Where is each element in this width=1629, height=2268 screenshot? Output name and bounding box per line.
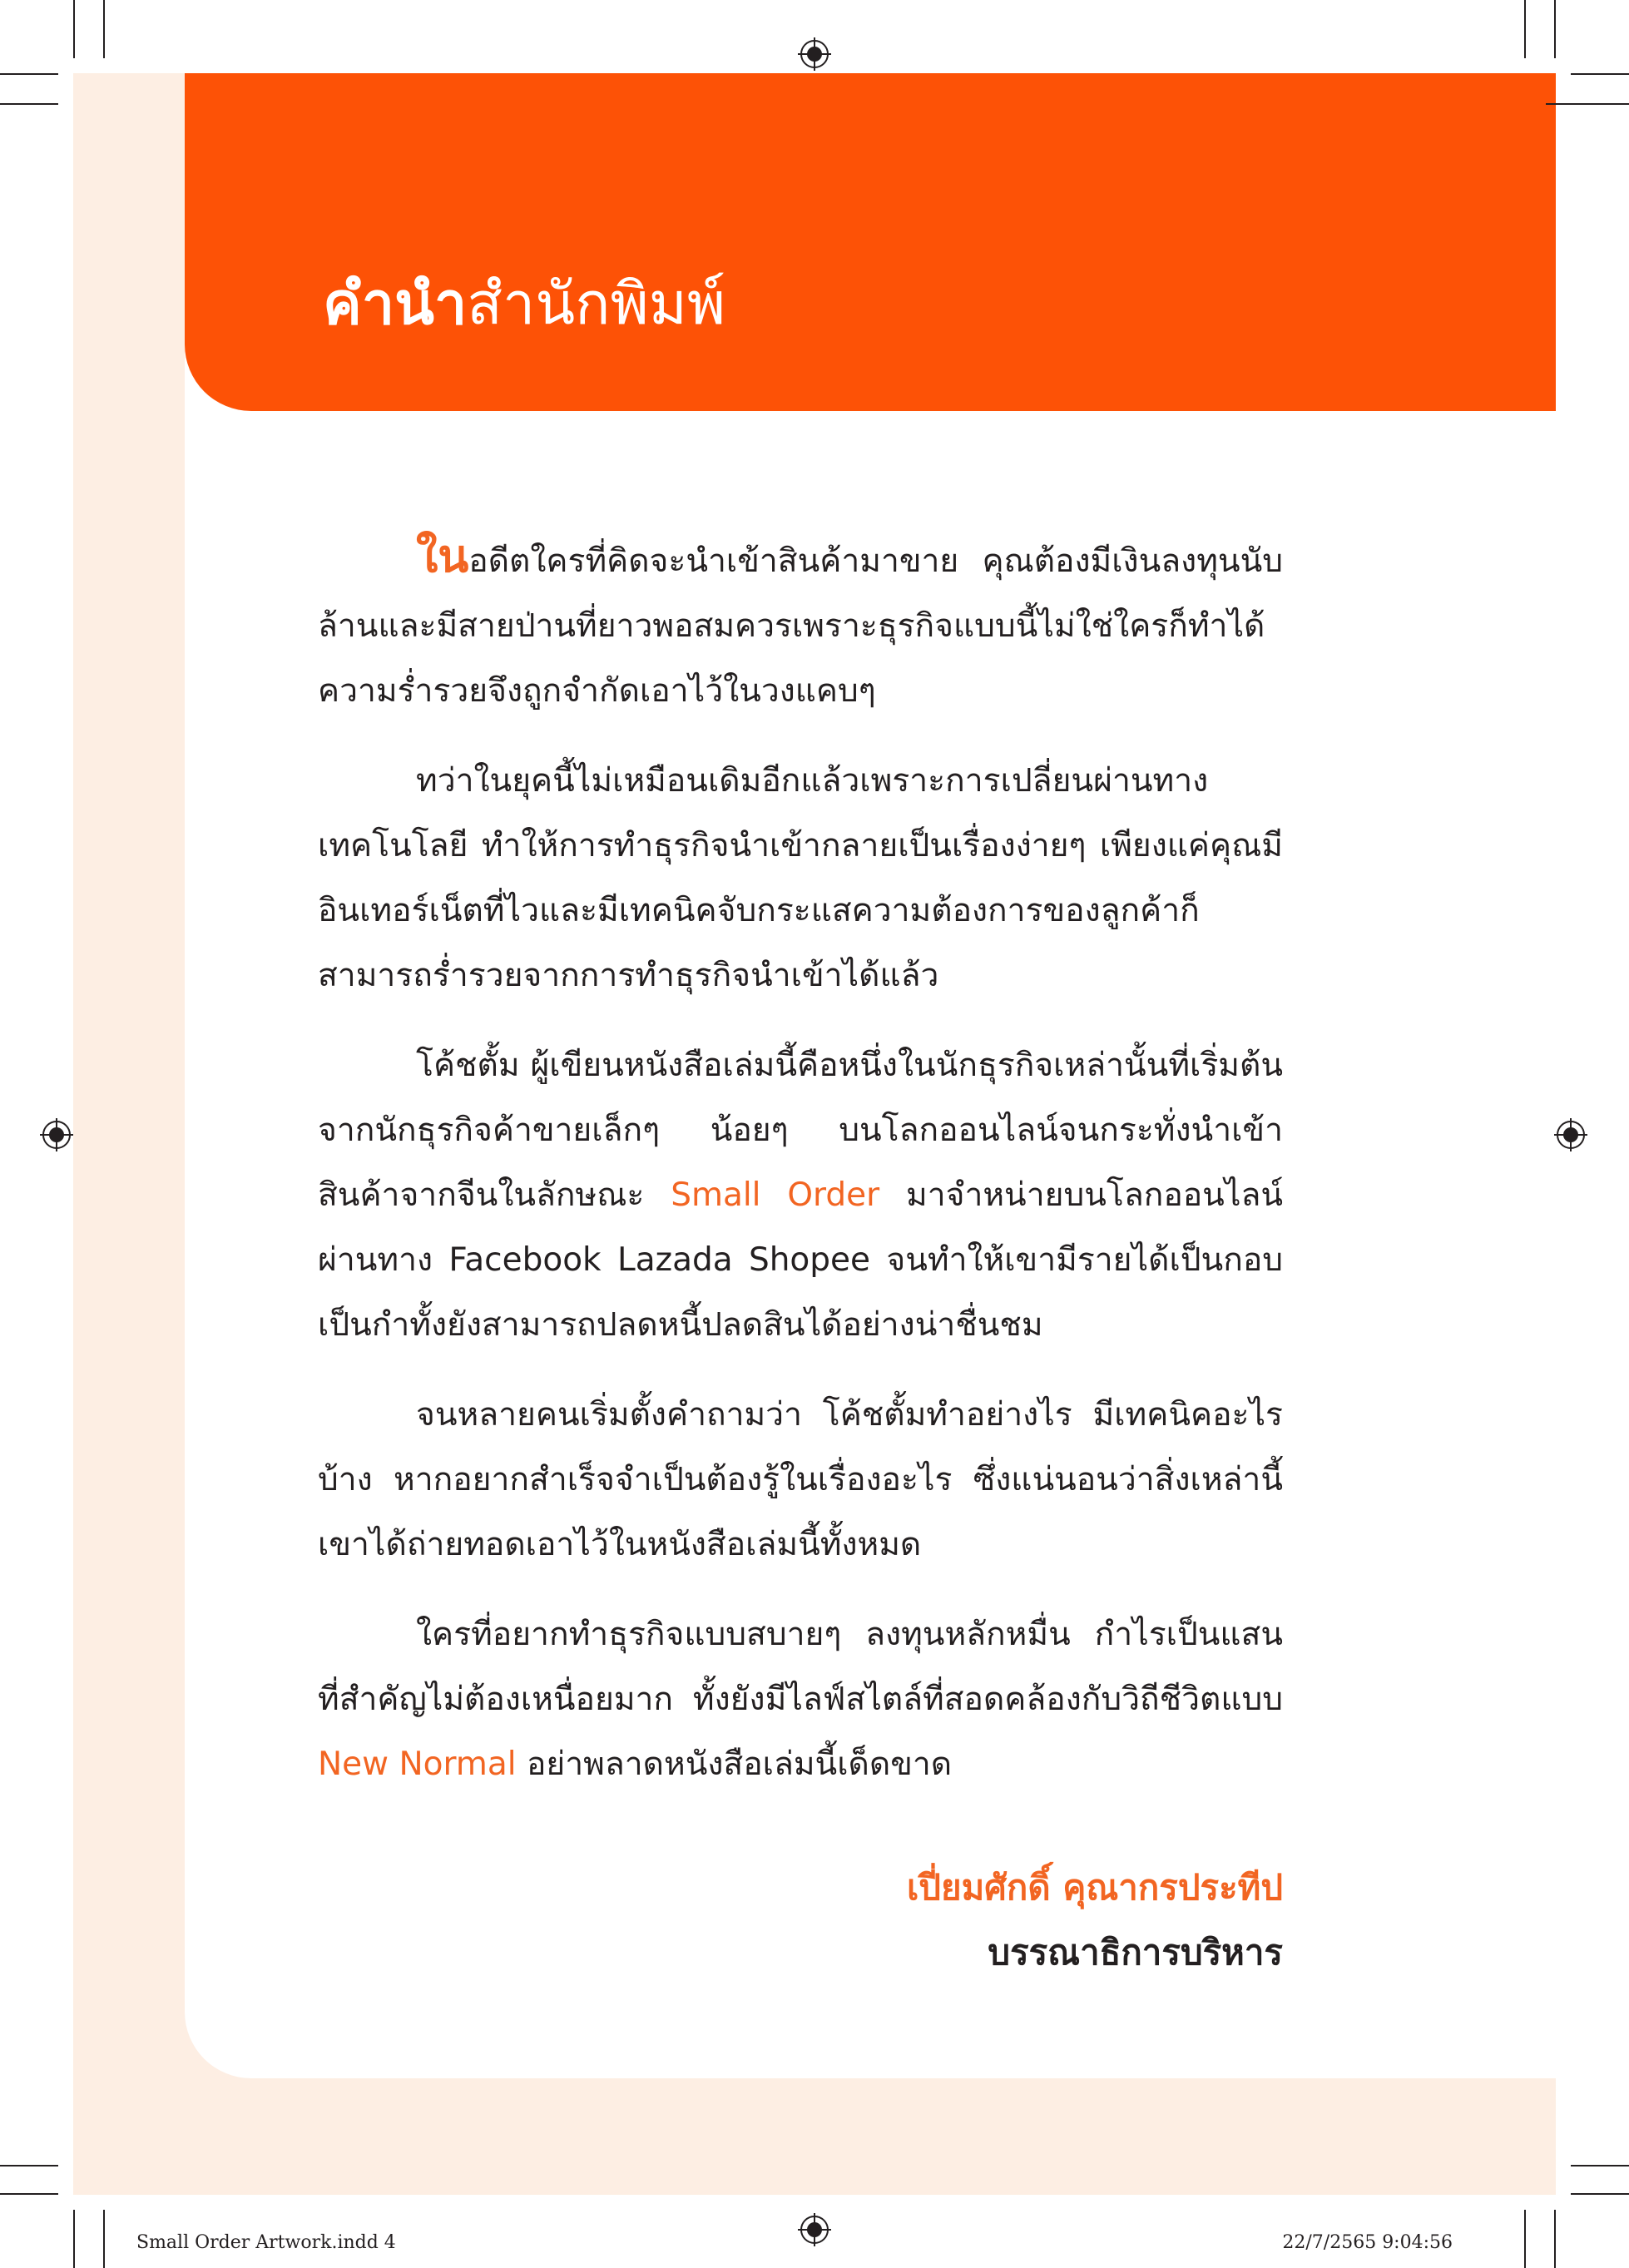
registration-mark-left-icon bbox=[40, 1118, 73, 1151]
signature-role: บรรณาธิการบริหาร bbox=[988, 1932, 1283, 1973]
paragraph-4 bbox=[318, 1383, 1283, 1577]
registration-mark-bottom-icon bbox=[798, 2213, 831, 2246]
paragraph-3-text-a: โค้ชตั้ม ผู้เขียนหนังสือเล่มนี้คือหนึ่งในนักธุรกิจเหล่านั้นที่เริ่มต้นจากนักธุรกิจค้าขายเล็กๆ น้อยๆ บนโลกออนไลน์จนกระทั่งนำเข้าสินค้าจากจีนในลักษณะ bbox=[318, 1047, 1283, 1214]
crop-mark bbox=[1554, 0, 1556, 58]
paragraph-2-text: ทว่าในยุคนี้ไม่เหมือนเดิมอีกแล้วเพราะการเปลี่ยนผ่านทางเทคโนโลยี ทำให้การทำธุรกิจนำเข้ากลายเป็นเรื่องง่ายๆ เพียงแค่คุณมีอินเทอร์เน็ตที่ไวและมีเทคนิคจับกระแสความต้องการของลูกค้าก็สามารถร่ำรวยจากการทำธุรกิจนำเข้าได้แล้ว bbox=[318, 762, 1283, 994]
footer-timestamp: 22/7/2565 9:04:56 bbox=[1282, 2232, 1453, 2253]
crop-mark bbox=[103, 2210, 105, 2268]
title-bold: คำนำ bbox=[323, 270, 468, 338]
paragraph-5-text-a: ใครที่อยากทำธุรกิจแบบสบายๆ ลงทุนหลักหมื่น กำไรเป็นแสน ที่สำคัญไม่ต้องเหนื่อยมาก ทั้งยังมีไลฟ์สไตล์ที่สอดคล้องกับวิถีชีวิตแบบ bbox=[318, 1616, 1283, 1718]
title-light: สำนักพิมพ์ bbox=[467, 270, 725, 338]
highlight-new-normal: New Normal bbox=[318, 1746, 517, 1783]
paragraph-1 bbox=[318, 524, 1283, 724]
crop-mark bbox=[0, 103, 58, 105]
paragraph-1-text: อดีตใครที่คิดจะนำเข้าสินค้ามาขาย คุณต้องมีเงินลงทุนนับล้านและมีสายป่านที่ยาวพอสมควรเพราะธุรกิจแบบนี้ไม่ใช่ใครก็ทำได้ ความร่ำรวยจึงถูกจำกัดเอาไว้ในวงแคบๆ bbox=[318, 542, 1283, 710]
crop-mark bbox=[0, 73, 58, 75]
paragraph-2 bbox=[318, 749, 1283, 1008]
crop-mark bbox=[73, 2210, 75, 2268]
crop-mark bbox=[1571, 73, 1629, 75]
dropcap: ใน bbox=[416, 530, 469, 582]
paragraph-5-text-b: อย่าพลาดหนังสือเล่มนี้เด็ดขาด bbox=[516, 1746, 953, 1783]
signature bbox=[907, 1855, 1283, 1985]
paragraph-3-text-b: มาจำหน่ายบนโลกออนไลน์ผ่านทาง Facebook Lazada Shopee จนทำให้เขามีรายได้เป็นกอบเป็นกำทั้งยังสามารถปลดหนี้ปลดสินได้อย่างน่าชื่นชม bbox=[318, 1176, 1284, 1344]
crop-mark bbox=[1524, 0, 1526, 58]
paragraph-3 bbox=[318, 1033, 1283, 1358]
crop-mark bbox=[103, 0, 105, 58]
paragraph-5 bbox=[318, 1602, 1283, 1797]
crop-mark bbox=[1571, 2165, 1629, 2166]
crop-mark bbox=[1554, 2210, 1556, 2268]
crop-mark bbox=[1524, 2210, 1526, 2268]
signature-name: เปี่ยมศักดิ์ คุณากรประทีป bbox=[906, 1867, 1283, 1908]
crop-mark bbox=[73, 0, 75, 58]
highlight-small-order: Small Order bbox=[671, 1176, 880, 1214]
paragraph-4-text: จนหลายคนเริ่มตั้งคำถามว่า โค้ชตั้มทำอย่างไร มีเทคนิคอะไรบ้าง หากอยากสำเร็จจำเป็นต้องรู้ในเรื่องอะไร ซึ่งแน่นอนว่าสิ่งเหล่านี้เขาได้ถ่ายทอดเอาไว้ในหนังสือเล่มนี้ทั้งหมด bbox=[318, 1396, 1283, 1563]
footer-filename: Small Order Artwork.indd 4 bbox=[136, 2232, 396, 2253]
header-banner bbox=[185, 73, 1556, 411]
crop-mark bbox=[0, 2193, 58, 2195]
crop-mark bbox=[0, 2165, 58, 2166]
crop-mark bbox=[1546, 103, 1629, 105]
page-title bbox=[323, 270, 725, 338]
body-text bbox=[318, 524, 1283, 1822]
crop-mark bbox=[1571, 2193, 1629, 2195]
registration-mark-top-icon bbox=[798, 37, 831, 71]
registration-mark-right-icon bbox=[1554, 1118, 1587, 1151]
